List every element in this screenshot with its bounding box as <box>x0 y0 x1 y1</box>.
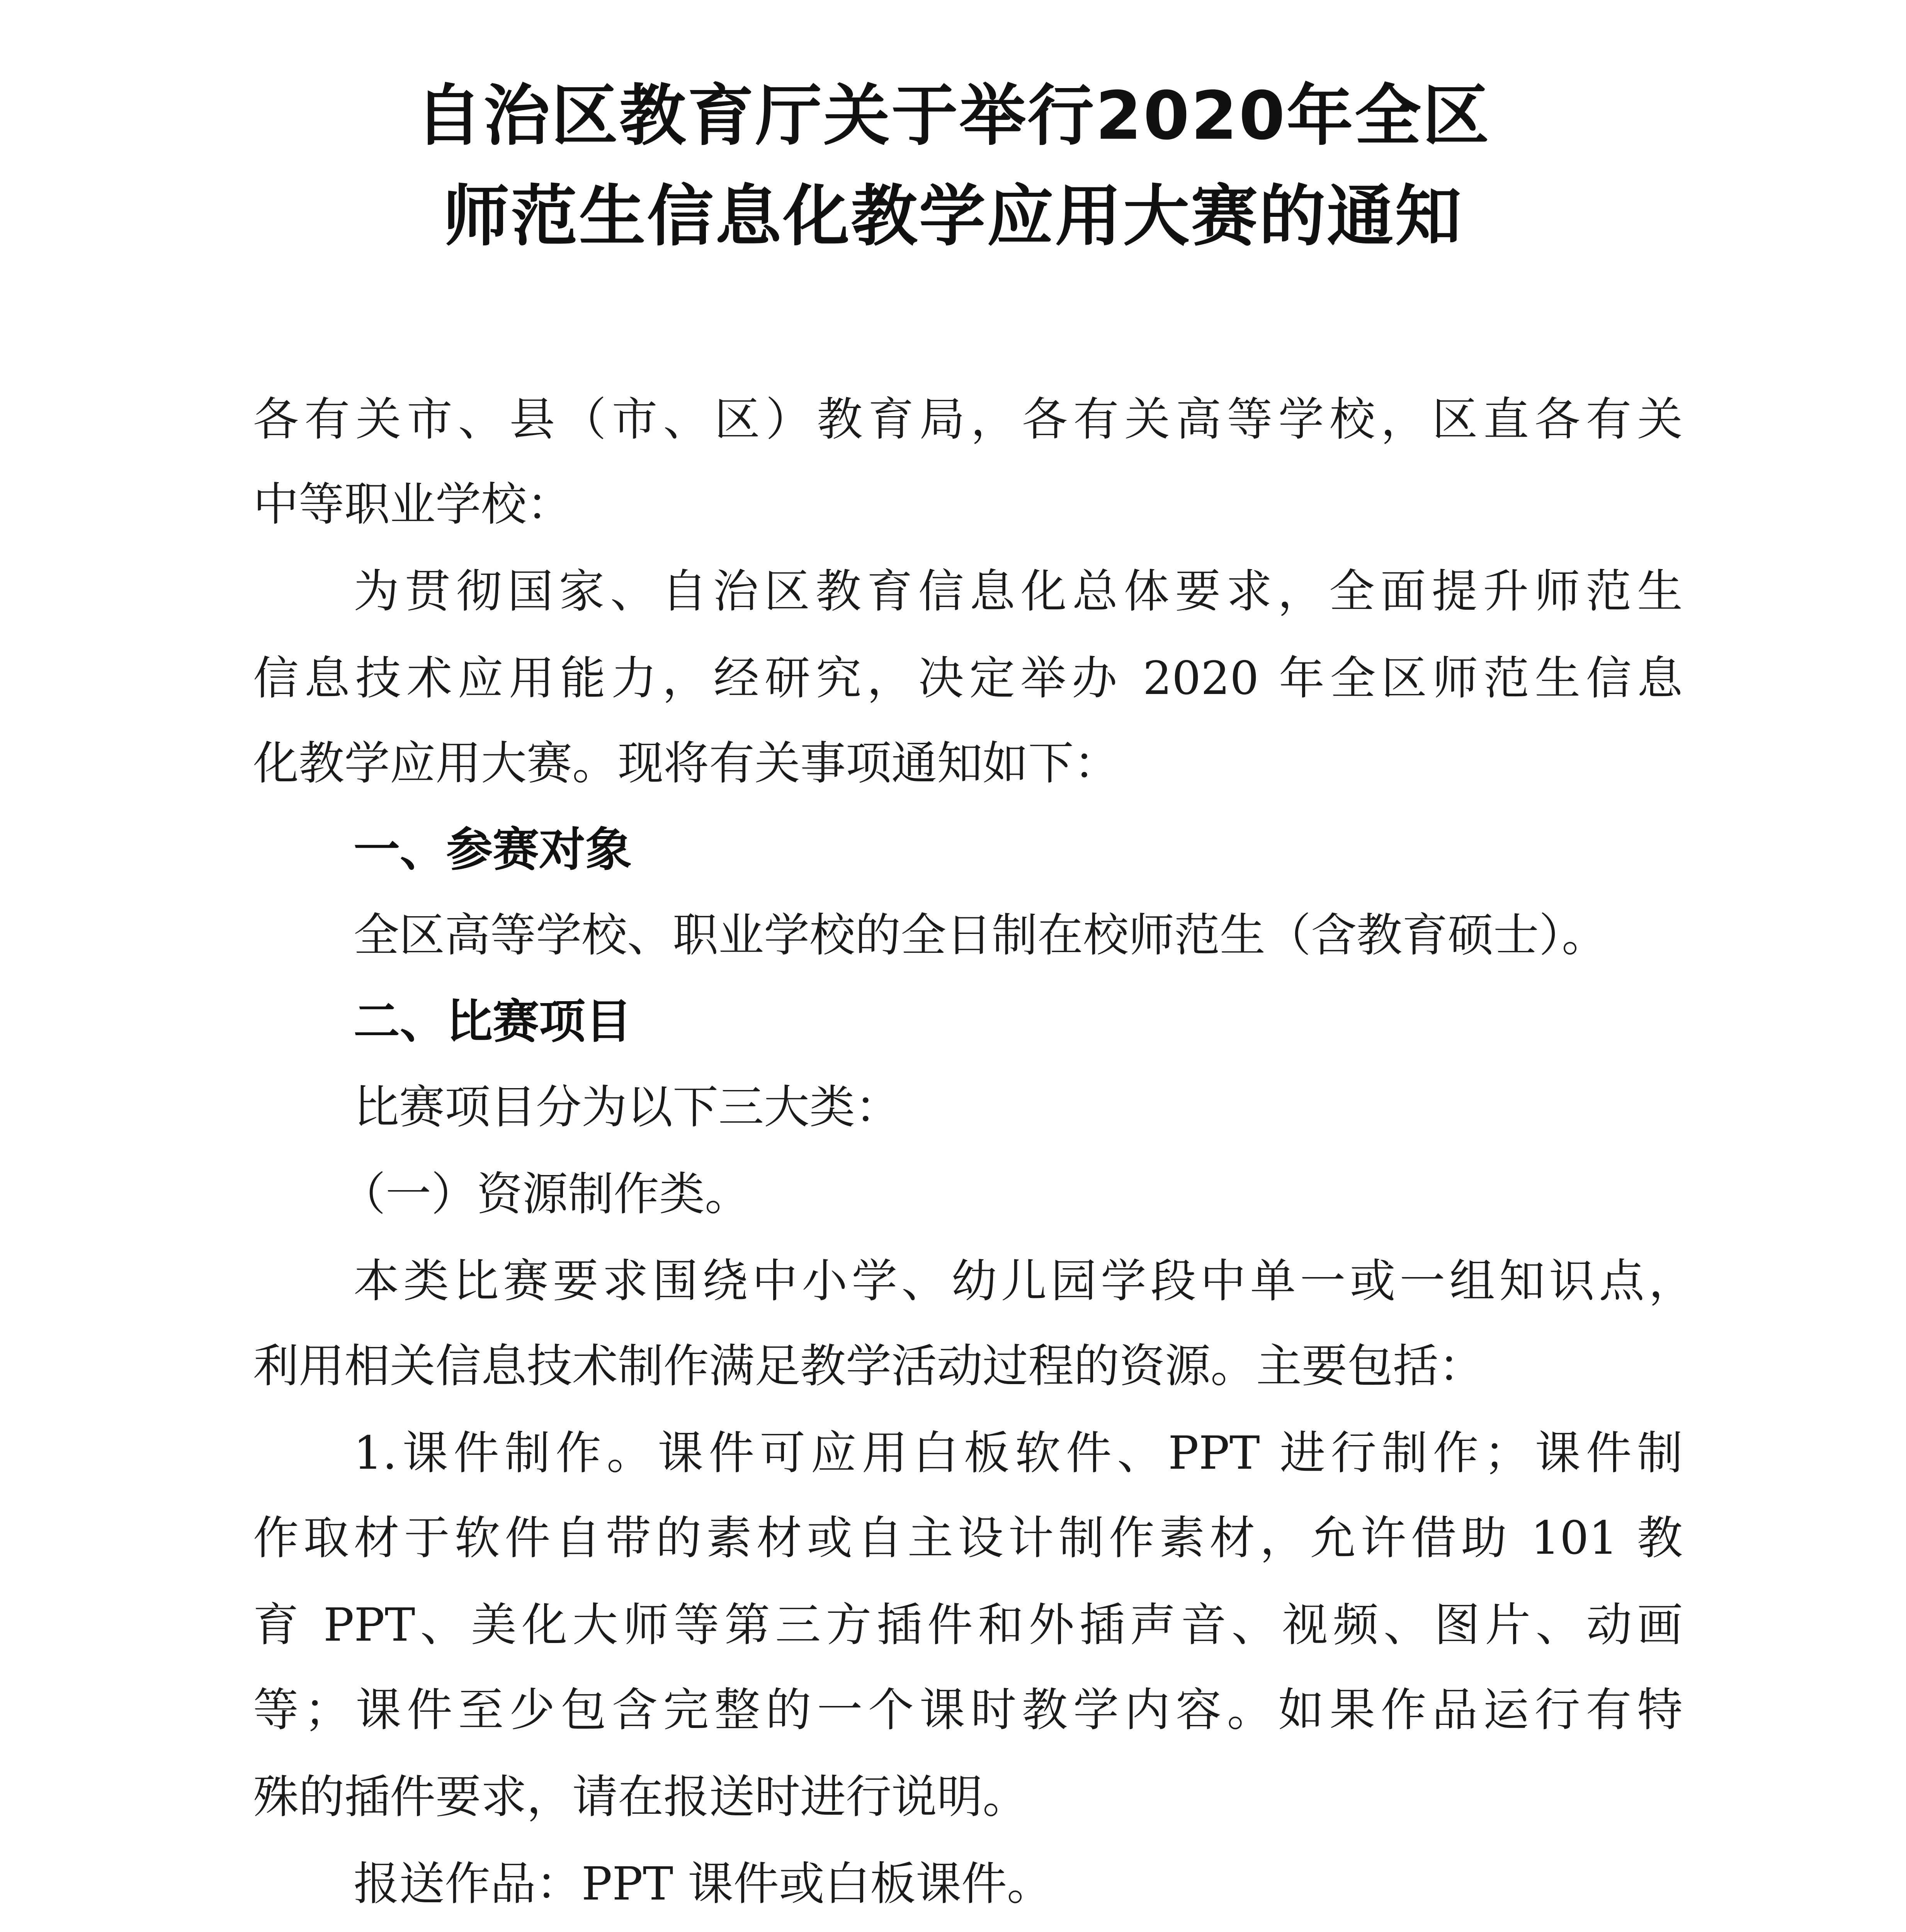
intro-line-1: 为贯彻国家、自治区教育信息化总体要求，全面提升师范生 <box>354 565 1683 618</box>
section-2-heading: 二、比赛项目 <box>354 995 632 1049</box>
salutation-line-1: 各有关市、县（市、区）教育局，各有关高等学校，区直各有关 <box>253 393 1683 446</box>
document-title-line-2: 师范生信息化教学应用大赛的通知 <box>443 177 1463 255</box>
item-1-line-5: 殊的插件要求，请在报送时进行说明。 <box>253 1770 1029 1823</box>
section-1-heading: 一、参赛对象 <box>354 823 632 877</box>
document-title-line-1: 自治区教育厅关于举行2020年全区 <box>415 77 1491 155</box>
section-2-text: 比赛项目分为以下三大类： <box>354 1080 901 1134</box>
intro-line-3: 化教学应用大赛。现将有关事项通知如下： <box>253 736 1120 790</box>
item-1-line-1: 1.课件制作。课件可应用白板软件、PPT 进行制作；课件制 <box>354 1426 1683 1480</box>
item-1-line-3: 育 PPT、美化大师等第三方插件和外插声音、视频、图片、动画 <box>253 1598 1683 1651</box>
item-1-line-4: 等；课件至少包含完整的一个课时教学内容。如果作品运行有特 <box>253 1683 1683 1736</box>
item-1-line-2: 作取材于软件自带的素材或自主设计制作素材，允许借助 101 教 <box>253 1511 1683 1565</box>
subsection-1-line-1: 本类比赛要求围绕中小学、幼儿园学段中单一或一组知识点， <box>354 1254 1694 1308</box>
intro-line-2: 信息技术应用能力，经研究，决定举办 2020 年全区师范生信息 <box>253 651 1683 705</box>
subsection-1-line-2: 利用相关信息技术制作满足教学活动过程的资源。主要包括： <box>253 1339 1484 1393</box>
subsection-1-heading: （一）资源制作类。 <box>340 1167 751 1221</box>
section-1-text: 全区高等学校、职业学校的全日制在校师范生（含教育硕士）。 <box>354 908 1608 962</box>
salutation-line-2: 中等职业学校： <box>253 478 573 531</box>
item-1-submission: 报送作品：PPT 课件或白板课件。 <box>354 1857 1053 1910</box>
